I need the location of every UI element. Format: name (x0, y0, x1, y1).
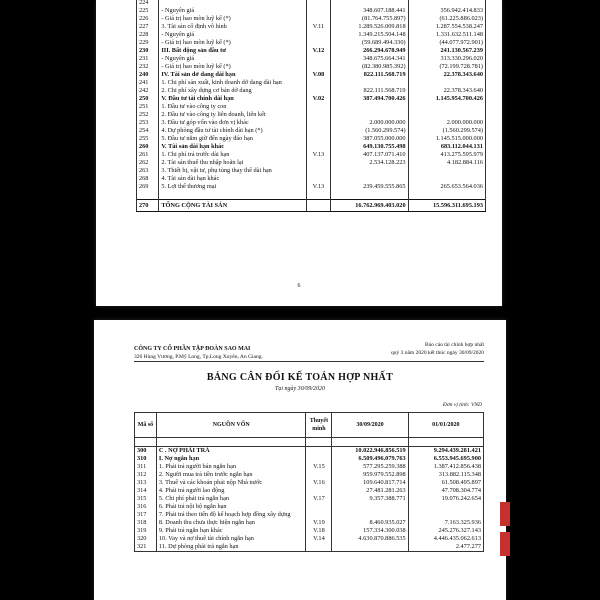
row-name: 9. Phải trả ngắn hạn khác (156, 527, 306, 535)
row-code: 300 (135, 447, 157, 456)
table-row (135, 479, 484, 487)
row-name: 3. Đầu tư góp vốn vào đơn vị khác (159, 119, 306, 127)
header-current: 30/09/2020 (332, 413, 408, 438)
table-row (137, 167, 486, 175)
row-value-previous: 2.000.000.000 (408, 119, 485, 127)
row-code: 318 (135, 519, 157, 527)
table-row (137, 55, 486, 63)
row-code: 321 (135, 543, 157, 552)
table-row (137, 87, 486, 95)
row-value-previous (408, 103, 485, 111)
row-value-previous: 265.653.564.036 (408, 183, 485, 191)
table-row (135, 447, 484, 456)
row-value-current (332, 543, 408, 552)
row-note: V.02 (306, 95, 330, 103)
row-value-current: (1.560.299.574) (331, 127, 408, 135)
row-note: V.08 (306, 71, 330, 79)
row-value-previous: 7.163.325.936 (408, 519, 483, 527)
row-note (306, 127, 330, 135)
stamp-fragment (500, 532, 510, 556)
row-value-previous: (61.225.886.023) (408, 15, 485, 23)
row-value-previous (408, 79, 485, 87)
liabilities-table (134, 412, 484, 552)
row-note: V.18 (306, 527, 332, 535)
row-value-previous (408, 111, 485, 119)
row-note (306, 87, 330, 95)
row-value-current: 387.494.700.426 (331, 95, 408, 103)
total-code: 270 (137, 200, 159, 212)
row-value-previous: 4.446.435.062.613 (408, 535, 483, 543)
row-code: 316 (135, 503, 157, 511)
table-row (137, 47, 486, 55)
table-row (137, 159, 486, 167)
row-value-current: 9.357.388.771 (332, 495, 408, 503)
row-code: 310 (135, 455, 157, 463)
row-value-previous: 313.330.296.020 (408, 55, 485, 63)
row-code: 260 (137, 143, 159, 151)
table-row (137, 119, 486, 127)
row-name: V. Tài sản dài hạn khác (159, 143, 306, 151)
row-code: 262 (137, 159, 159, 167)
table-row (135, 527, 484, 535)
row-code: 315 (135, 495, 157, 503)
row-name: 1. Chi phí trả trước dài hạn (159, 151, 306, 159)
row-code: 231 (137, 55, 159, 63)
row-note (306, 103, 330, 111)
row-value-current: 4.630.870.886.535 (332, 535, 408, 543)
row-note (306, 55, 330, 63)
row-value-current: 8.460.935.027 (332, 519, 408, 527)
row-value-previous: (1.560.299.574) (408, 127, 485, 135)
row-value-previous: 1.331.632.511.148 (408, 31, 485, 39)
row-name: 8. Doanh thu chưa thực hiện ngắn hạn (156, 519, 306, 527)
row-value-current (331, 103, 408, 111)
row-value-previous: 683.112.044.131 (408, 143, 485, 151)
table-row (137, 175, 486, 183)
row-value-current (331, 175, 408, 183)
row-value-previous (408, 0, 485, 7)
row-value-current (331, 167, 408, 175)
total-assets-row (137, 200, 486, 212)
row-note (306, 31, 330, 39)
table-row (137, 71, 486, 79)
row-code: 254 (137, 127, 159, 135)
row-code: 319 (135, 527, 157, 535)
row-name: 5. Đầu tư nắm giữ đến ngày đáo hạn (159, 135, 306, 143)
row-code: 255 (137, 135, 159, 143)
row-value-previous (408, 175, 485, 183)
row-note: V.19 (306, 519, 332, 527)
row-name: 1. Chi phí sản xuất, kinh doanh dở dang dài hạn (159, 79, 306, 87)
table-row (137, 39, 486, 47)
row-name: 10. Vay và nợ thuê tài chính ngắn hạn (156, 535, 306, 543)
row-value-previous: 6.553.945.695.900 (408, 455, 483, 463)
row-code: 269 (137, 183, 159, 191)
table-row (135, 503, 484, 511)
row-value-current (331, 111, 408, 119)
row-code: 227 (137, 23, 159, 31)
row-name: 3. Tài sản cố định vô hình (159, 23, 306, 31)
row-name: - Nguyên giá (159, 7, 306, 15)
header-code: Mã số (135, 413, 157, 438)
row-note: V.17 (306, 495, 332, 503)
row-name: - Giá trị hao mòn luỹ kế (*) (159, 39, 306, 47)
row-value-current: 822.111.568.719 (331, 71, 408, 79)
row-value-current: 266.294.678.949 (331, 47, 408, 55)
row-note (306, 455, 332, 463)
table-row (135, 543, 484, 552)
row-note (306, 135, 330, 143)
row-value-current: 27.481.281.263 (332, 487, 408, 495)
row-value-current (332, 503, 408, 511)
row-code: 268 (137, 175, 159, 183)
row-name: I. Nợ ngắn hạn (156, 455, 306, 463)
page-number: 6 (297, 283, 301, 289)
table-row (135, 511, 484, 519)
row-value-current: 2.534.128.223 (331, 159, 408, 167)
row-value-previous: 47.708.304.774 (408, 487, 483, 495)
row-value-previous (408, 511, 483, 519)
table-row (137, 7, 486, 15)
row-value-previous: 356.942.414.833 (408, 7, 485, 15)
row-value-current: 348.675.664.341 (331, 55, 408, 63)
row-note (306, 15, 330, 23)
row-code: 242 (137, 87, 159, 95)
row-name: 1. Đầu tư vào công ty con (159, 103, 306, 111)
row-code: 230 (137, 47, 159, 55)
stamp-fragment (500, 502, 510, 526)
row-value-previous: 9.294.439.281.421 (408, 447, 483, 456)
row-value-current: (59.689.494.330) (331, 39, 408, 47)
table-row (137, 135, 486, 143)
row-value-previous: 2.477.277 (408, 543, 483, 552)
row-value-previous: 413.275.595.979 (408, 151, 485, 159)
row-value-previous (408, 503, 483, 511)
row-note (306, 0, 330, 7)
row-note: V.16 (306, 479, 332, 487)
row-value-current: 577.295.259.388 (332, 463, 408, 471)
row-note (306, 487, 332, 495)
row-note (306, 39, 330, 47)
row-value-current: 959.979.552.898 (332, 471, 408, 479)
row-code: 252 (137, 111, 159, 119)
row-value-previous: 4.182.884.116 (408, 159, 485, 167)
row-value-previous: 61.508.495.897 (408, 479, 483, 487)
row-name: 4. Dự phòng đầu tư tài chính dài hạn (*) (159, 127, 306, 135)
row-note (306, 159, 330, 167)
row-value-current (332, 511, 408, 519)
table-row (135, 471, 484, 479)
total-previous: 15.596.311.695.193 (408, 200, 485, 212)
row-note (306, 511, 332, 519)
row-note: V.13 (306, 183, 330, 191)
row-name: 1. Phải trả người bán ngắn hạn (156, 463, 306, 471)
row-code: 232 (137, 63, 159, 71)
row-name (159, 0, 306, 7)
row-value-previous: (44.077.972.901) (408, 39, 485, 47)
table-row (135, 535, 484, 543)
row-value-current: 2.000.000.000 (331, 119, 408, 127)
row-value-current (331, 0, 408, 7)
row-value-current: 822.111.568.719 (331, 87, 408, 95)
row-code: 317 (135, 511, 157, 519)
row-value-current: 387.055.000.000 (331, 135, 408, 143)
row-value-current: 348.607.188.441 (331, 7, 408, 15)
row-name: - Giá trị hao mòn luỹ kế (*) (159, 15, 306, 23)
row-name: 4. Tài sản dài hạn khác (159, 175, 306, 183)
row-code: 229 (137, 39, 159, 47)
row-name: 2. Đầu tư vào công ty liên doanh, liên kết (159, 111, 306, 119)
row-name: - Nguyên giá (159, 55, 306, 63)
report-period: quý 3 năm 2020 kết thúc ngày 30/09/2020 (390, 350, 484, 356)
row-value-current: 6.509.496.079.763 (332, 455, 408, 463)
row-value-previous: 1.387.412.856.438 (408, 463, 483, 471)
row-name: 4. Phải trả người lao động (156, 487, 306, 495)
row-value-current: 239.459.555.865 (331, 183, 408, 191)
row-name: - Giá trị hao mòn luỹ kế (*) (159, 63, 306, 71)
row-code: 241 (137, 79, 159, 87)
row-value-previous: 1.287.554.538.247 (408, 23, 485, 31)
table-row (135, 455, 484, 463)
row-code: 253 (137, 119, 159, 127)
row-value-previous: (72.199.728.781) (408, 63, 485, 71)
header-name: NGUỒN VỐN (156, 413, 306, 438)
row-value-current: 157.334.300.038 (332, 527, 408, 535)
row-note (306, 63, 330, 71)
spacer-row (137, 191, 486, 200)
total-note (306, 200, 330, 212)
row-name: III. Bất động sản đầu tư (159, 47, 306, 55)
row-code: 225 (137, 7, 159, 15)
row-note (306, 471, 332, 479)
total-current: 16.762.969.403.020 (331, 200, 408, 212)
header-previous: 01/01/2020 (408, 413, 483, 438)
row-note (306, 503, 332, 511)
table-row (137, 63, 486, 71)
row-value-current: 109.640.817.714 (332, 479, 408, 487)
row-value-previous: 313.882.115.348 (408, 471, 483, 479)
assets-table (136, 0, 486, 212)
row-note (306, 7, 330, 15)
row-code: 240 (137, 71, 159, 79)
row-name: 2. Tài sản thuế thu nhập hoãn lại (159, 159, 306, 167)
total-label: TỔNG CỘNG TÀI SẢN (159, 200, 306, 212)
row-name: IV. Tài sản dở dang dài hạn (159, 71, 306, 79)
row-code: 312 (135, 471, 157, 479)
document-title: BẢNG CÂN ĐỐI KẾ TOÁN HỢP NHẤT (206, 372, 394, 383)
table-row (135, 487, 484, 495)
table-row (137, 183, 486, 191)
row-name: 11. Dự phòng phải trả ngắn hạn (156, 543, 306, 552)
table-row (137, 143, 486, 151)
row-value-previous: 19.076.242.654 (408, 495, 483, 503)
row-note (306, 119, 330, 127)
row-value-previous: 22.378.343.640 (408, 87, 485, 95)
header-divider (134, 361, 484, 362)
row-code: 224 (137, 0, 159, 7)
table-row (135, 519, 484, 527)
header-note: Thuyết minh (306, 413, 332, 438)
row-note: V.14 (306, 535, 332, 543)
row-note (306, 143, 330, 151)
row-value-current: 1.349.215.504.148 (331, 31, 408, 39)
row-name: 2. Người mua trả tiền trước ngắn hạn (156, 471, 306, 479)
company-address: 326 Hùng Vương, P.Mỹ Long, Tp.Long Xuyên, An Giang. (134, 354, 263, 360)
table-row (137, 127, 486, 135)
table-row (137, 0, 486, 7)
document-date: Tại ngày 30/09/2020 (274, 386, 325, 392)
row-note (306, 175, 330, 183)
table-row (135, 463, 484, 471)
row-note: V.13 (306, 151, 330, 159)
table-row (137, 111, 486, 119)
bottom-page (94, 320, 506, 600)
row-value-previous: 241.130.567.239 (408, 47, 485, 55)
row-code: 320 (135, 535, 157, 543)
table-row (137, 95, 486, 103)
row-code: 314 (135, 487, 157, 495)
table-row (137, 15, 486, 23)
row-value-current: 407.137.071.410 (331, 151, 408, 159)
row-value-current (331, 79, 408, 87)
row-value-previous (408, 167, 485, 175)
row-code: 251 (137, 103, 159, 111)
row-note (306, 79, 330, 87)
row-note: V.12 (306, 47, 330, 55)
row-note (306, 447, 332, 456)
row-name: 7. Phải trả theo tiến độ kế hoạch hợp đồng xây dựng (156, 511, 306, 519)
row-name: C . NỢ PHẢI TRẢ (156, 447, 306, 456)
row-note (306, 111, 330, 119)
table-row (137, 151, 486, 159)
row-code: 263 (137, 167, 159, 175)
currency-unit: Đơn vị tính: VND (442, 402, 482, 408)
row-value-current: 649.130.755.498 (331, 143, 408, 151)
row-name: - Nguyên giá (159, 31, 306, 39)
row-value-previous: 1.145.954.700.426 (408, 95, 485, 103)
row-name: 5. Lợi thế thương mại (159, 183, 306, 191)
row-note: V.11 (306, 23, 330, 31)
row-value-current: (82.380.985.392) (331, 63, 408, 71)
row-code: 228 (137, 31, 159, 39)
row-note: V.15 (306, 463, 332, 471)
table-row (135, 495, 484, 503)
row-note (306, 543, 332, 552)
row-value-current: 1.289.526.009.818 (331, 23, 408, 31)
row-name: 3. Thiết bị, vật tư, phụ tùng thay thế dài hạn (159, 167, 306, 175)
row-name: 2. Chi phí xây dựng cơ bản dở dang (159, 87, 306, 95)
table-row (137, 103, 486, 111)
table-row (137, 31, 486, 39)
row-name: 3. Thuế và các khoản phải nộp Nhà nước (156, 479, 306, 487)
row-code: 250 (137, 95, 159, 103)
row-code: 261 (137, 151, 159, 159)
row-value-current: 10.022.946.856.519 (332, 447, 408, 456)
table-row (137, 79, 486, 87)
report-type: Báo cáo tài chính hợp nhất (425, 342, 484, 348)
row-value-previous: 22.378.343.640 (408, 71, 485, 79)
header-spacer-row (135, 438, 484, 447)
row-name: V. Đầu tư tài chính dài hạn (159, 95, 306, 103)
row-value-current: (81.764.755.897) (331, 15, 408, 23)
row-name: 6. Phải trả nội bộ ngắn hạn (156, 503, 306, 511)
row-value-previous: 245.276.327.143 (408, 527, 483, 535)
row-code: 226 (137, 15, 159, 23)
row-code: 311 (135, 463, 157, 471)
top-page (96, 0, 502, 306)
row-value-previous: 1.145.515.000.000 (408, 135, 485, 143)
row-note (306, 167, 330, 175)
company-name: CÔNG TY CỔ PHẦN TẬP ĐOÀN SAO MAI (134, 346, 251, 352)
table-row (137, 23, 486, 31)
row-name: 5. Chi phí phải trả ngắn hạn (156, 495, 306, 503)
row-code: 313 (135, 479, 157, 487)
